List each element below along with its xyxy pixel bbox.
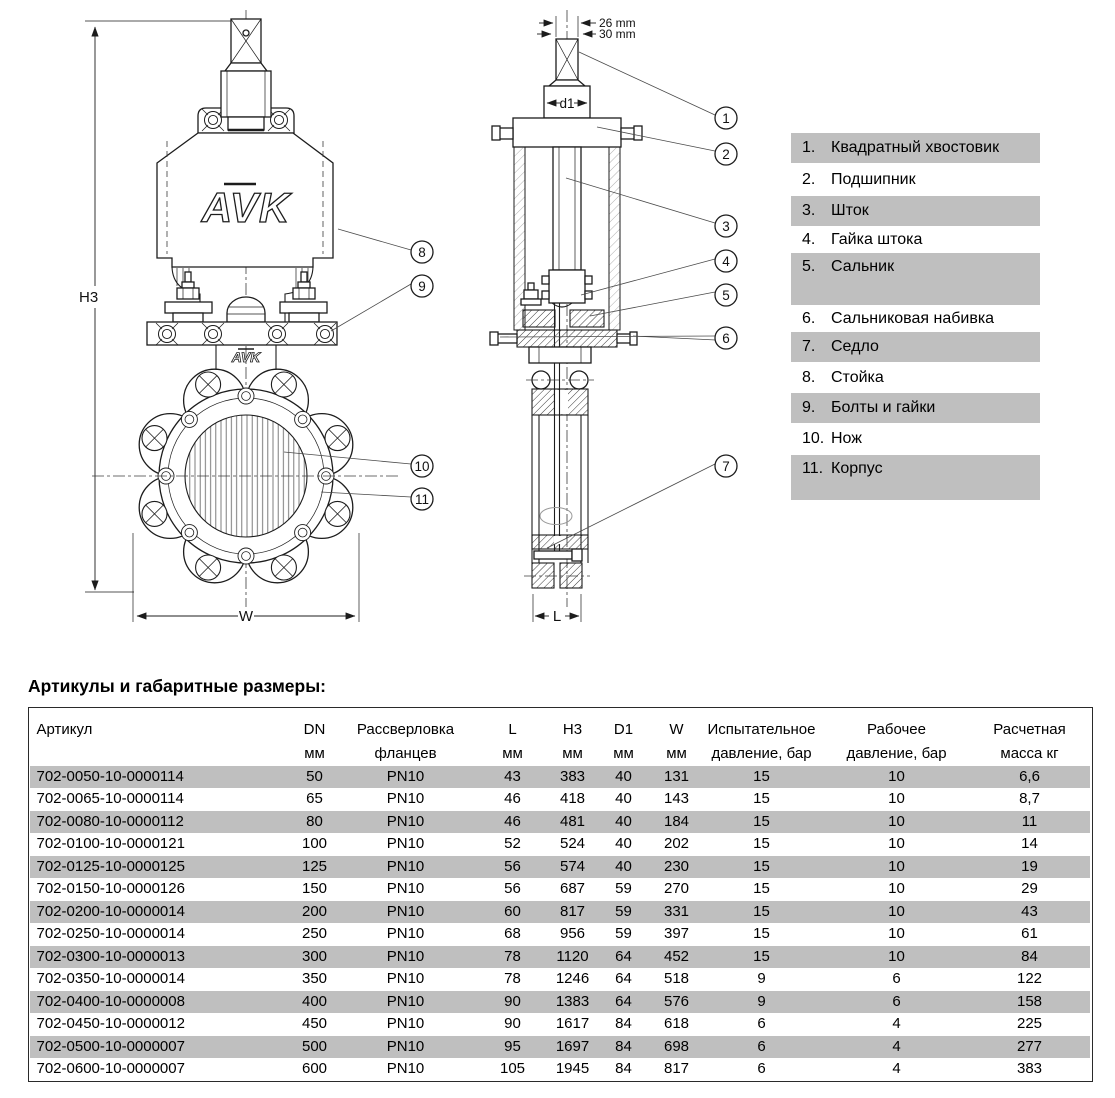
article-cell: 702-0450-10-0000012 — [36, 1015, 185, 1032]
parts-list-item — [791, 253, 1040, 305]
value-cell: 9 — [757, 970, 766, 987]
column-header-line2: мм — [502, 744, 523, 762]
column-header-line2: мм — [613, 744, 634, 762]
parts-list-item — [791, 362, 1040, 393]
article-cell: 702-0500-10-0000007 — [36, 1037, 185, 1055]
part-number: 5. — [802, 258, 816, 275]
article-cell: 702-0050-10-0000114 — [36, 767, 184, 785]
callout-11: 11 — [414, 492, 430, 507]
callout-7: 7 — [722, 459, 730, 474]
value-cell: PN10 — [386, 947, 425, 965]
avk-logo-front: AVK — [201, 184, 291, 231]
value-cell: 15 — [753, 925, 770, 942]
dim-26mm: 26 mm — [599, 16, 636, 30]
part-label: Стойка — [831, 368, 884, 386]
table-row — [30, 946, 1090, 969]
w-label: W — [238, 608, 254, 625]
article-cell: 702-0300-10-0000013 — [36, 947, 185, 965]
column-header-line2: мм — [304, 744, 325, 762]
callout-2: 2 — [722, 147, 730, 162]
column-header-line2: масса кг — [1000, 744, 1059, 762]
value-cell: PN10 — [386, 835, 425, 852]
l-dimension — [533, 594, 581, 625]
value-cell: 50 — [306, 767, 323, 785]
part-label: Болты и гайки — [831, 399, 936, 416]
value-cell: PN10 — [386, 1037, 425, 1055]
dimensions-table-body — [30, 766, 1090, 1081]
column-header-line1: H3 — [562, 720, 583, 738]
value-cell: 46 — [504, 790, 521, 807]
article-cell: 702-0080-10-0000112 — [36, 812, 184, 830]
value-cell: 11 — [1021, 812, 1038, 830]
value-cell: 600 — [301, 1060, 328, 1077]
column-header — [654, 709, 700, 766]
value-cell: 250 — [301, 925, 328, 942]
value-cell: 1120 — [556, 947, 589, 965]
side-stem-nut — [542, 270, 592, 307]
value-cell: 10 — [888, 812, 905, 830]
value-cell: 40 — [615, 812, 632, 830]
value-cell: 698 — [663, 1037, 690, 1055]
front-square-shank — [225, 19, 267, 71]
value-cell: 131 — [663, 767, 690, 785]
value-cell: 383 — [1016, 1060, 1043, 1077]
parts-list-item — [791, 423, 1040, 455]
value-cell: 68 — [504, 925, 521, 942]
front-bonnet — [157, 133, 333, 267]
value-cell: 6 — [757, 1037, 766, 1055]
value-cell: 6,6 — [1019, 767, 1040, 785]
table-row — [30, 878, 1090, 901]
value-cell: 397 — [663, 925, 690, 942]
value-cell: 8,7 — [1019, 790, 1040, 807]
table-row — [30, 1058, 1090, 1081]
value-cell: 64 — [615, 970, 632, 987]
column-header — [552, 709, 594, 766]
callout-4: 4 — [722, 254, 730, 269]
callout-3: 3 — [722, 219, 730, 234]
column-header-line2: мм — [666, 744, 687, 762]
side-shank-dims — [537, 16, 636, 86]
parts-list-item — [791, 133, 1040, 163]
value-cell: 40 — [615, 767, 632, 785]
column-header — [30, 709, 292, 766]
column-header — [474, 709, 552, 766]
value-cell: 60 — [504, 902, 521, 920]
value-cell: 105 — [499, 1060, 526, 1077]
value-cell: 9 — [757, 992, 766, 1010]
value-cell: 90 — [504, 1015, 521, 1032]
value-cell: 6 — [892, 992, 901, 1010]
value-cell: 43 — [504, 767, 521, 785]
value-cell: 4 — [892, 1015, 901, 1032]
article-cell: 702-0400-10-0000008 — [36, 992, 185, 1010]
article-cell: 702-0100-10-0000121 — [36, 835, 185, 852]
parts-list-item — [791, 332, 1040, 362]
table-row — [30, 991, 1090, 1014]
value-cell: 15 — [753, 880, 770, 897]
value-cell: 15 — [753, 857, 770, 875]
callout-1: 1 — [722, 111, 730, 126]
parts-list-item — [791, 455, 1040, 500]
part-number: 8. — [802, 368, 816, 386]
column-header-line1: W — [669, 720, 684, 738]
value-cell: PN10 — [386, 925, 425, 942]
column-header — [338, 709, 474, 766]
value-cell: PN10 — [386, 790, 425, 807]
l-label: L — [552, 608, 562, 625]
value-cell: 95 — [504, 1037, 521, 1055]
parts-list-item — [791, 196, 1040, 226]
value-cell: 1383 — [555, 992, 590, 1010]
part-label: Сальниковая набивка — [831, 309, 995, 327]
value-cell: PN10 — [386, 857, 425, 875]
part-number: 6. — [802, 309, 816, 327]
value-cell: 80 — [306, 812, 323, 830]
column-header-line2: фланцев — [374, 744, 437, 762]
value-cell: 150 — [301, 880, 328, 897]
value-cell: 40 — [615, 857, 632, 875]
value-cell: PN10 — [386, 767, 425, 785]
value-cell: 576 — [663, 992, 690, 1010]
parts-list-item — [791, 163, 1040, 196]
value-cell: 14 — [1021, 835, 1038, 852]
value-cell: 10 — [888, 835, 905, 852]
part-label: Седло — [831, 338, 879, 355]
value-cell: 687 — [559, 880, 586, 897]
value-cell: 10 — [888, 902, 905, 920]
column-header-line1: Рабочее — [867, 720, 926, 738]
article-cell: 702-0065-10-0000114 — [36, 790, 184, 807]
article-cell: 702-0350-10-0000014 — [36, 970, 185, 987]
value-cell: 10 — [888, 925, 905, 942]
value-cell: 350 — [301, 970, 328, 987]
value-cell: 59 — [615, 925, 632, 942]
value-cell: 6 — [757, 1015, 766, 1032]
part-label: Нож — [831, 430, 862, 447]
parts-list — [791, 133, 1040, 500]
value-cell: PN10 — [386, 812, 425, 830]
table-title: Артикулы и габаритные размеры: — [28, 676, 326, 696]
value-cell: PN10 — [386, 1015, 425, 1032]
part-number: 10. — [802, 430, 825, 447]
value-cell: 90 — [504, 992, 521, 1010]
value-cell: 6 — [892, 970, 901, 987]
dimensions-table — [30, 709, 1090, 1081]
front-gland-plate — [147, 322, 337, 345]
value-cell: 277 — [1016, 1037, 1043, 1055]
value-cell: 1617 — [555, 1015, 590, 1032]
value-cell: 59 — [615, 902, 632, 920]
value-cell: 19 — [1021, 857, 1038, 875]
value-cell: 15 — [753, 947, 770, 965]
value-cell: 817 — [559, 902, 586, 920]
value-cell: 10 — [888, 857, 905, 875]
part-number: 9. — [802, 399, 816, 416]
side-bearing-plate — [492, 118, 642, 147]
front-flange — [92, 369, 400, 583]
value-cell: 574 — [559, 857, 586, 875]
side-body-flange — [490, 330, 637, 347]
dim-30mm: 30 mm — [599, 27, 636, 41]
value-cell: 15 — [753, 790, 770, 807]
h3-label: H3 — [79, 289, 99, 306]
value-cell: 4 — [892, 1060, 901, 1077]
part-label: Гайка штока — [831, 230, 923, 248]
value-cell: 40 — [615, 790, 632, 807]
article-cell: 702-0250-10-0000014 — [36, 925, 185, 942]
callout-10: 10 — [414, 459, 430, 474]
value-cell: 125 — [301, 857, 328, 875]
dimensions-table-head — [30, 709, 1090, 766]
value-cell: 56 — [504, 880, 521, 897]
side-stem-collar — [544, 86, 590, 118]
value-cell: 10 — [888, 790, 905, 807]
value-cell: 84 — [1021, 947, 1038, 965]
value-cell: 618 — [663, 1015, 690, 1032]
value-cell: PN10 — [386, 902, 425, 920]
value-cell: 184 — [663, 812, 690, 830]
value-cell: 40 — [615, 835, 632, 852]
part-number: 1. — [802, 139, 816, 156]
column-header — [292, 709, 338, 766]
value-cell: 524 — [559, 835, 586, 852]
column-header-line1: D1 — [613, 720, 634, 738]
column-header-line2: мм — [562, 744, 583, 762]
value-cell: 500 — [301, 1037, 328, 1055]
part-number: 7. — [802, 338, 816, 355]
table-row — [30, 788, 1090, 811]
table-row — [30, 1036, 1090, 1059]
part-label: Шток — [831, 202, 869, 219]
parts-list-item — [791, 305, 1040, 332]
value-cell: 383 — [559, 767, 586, 785]
side-stuffing-box — [523, 310, 604, 327]
part-label: Квадратный хвостовик — [831, 139, 1000, 156]
value-cell: 78 — [504, 970, 521, 987]
article-cell: 702-0125-10-0000125 — [36, 857, 185, 875]
value-cell: 817 — [663, 1060, 690, 1077]
value-cell: 143 — [663, 790, 690, 807]
value-cell: 1697 — [555, 1037, 590, 1055]
value-cell: 6 — [757, 1060, 766, 1077]
value-cell: 15 — [753, 902, 770, 920]
value-cell: 10 — [888, 947, 905, 965]
table-row — [30, 901, 1090, 924]
value-cell: 15 — [753, 767, 770, 785]
valve-technical-drawing — [0, 0, 790, 660]
d1-label: d1 — [559, 96, 575, 111]
value-cell: 202 — [663, 835, 690, 852]
part-number: 2. — [802, 170, 816, 188]
column-header-line1: Расчетная — [993, 720, 1066, 738]
value-cell: 61 — [1021, 925, 1038, 942]
column-header-line1: Артикул — [36, 720, 93, 738]
value-cell: 956 — [559, 925, 586, 942]
value-cell: 230 — [663, 857, 690, 875]
column-header-line1: Рассверловка — [356, 720, 455, 738]
side-view — [490, 10, 737, 625]
article-cell: 702-0200-10-0000014 — [36, 902, 185, 920]
side-yoke-leg-right — [609, 147, 620, 330]
value-cell: 225 — [1016, 1015, 1043, 1032]
value-cell: 52 — [504, 835, 521, 852]
part-number: 4. — [802, 230, 816, 248]
value-cell: 65 — [306, 790, 323, 807]
column-header-line1: L — [508, 720, 517, 738]
value-cell: 122 — [1016, 970, 1043, 987]
value-cell: 200 — [301, 902, 328, 920]
front-bearing — [198, 71, 294, 133]
value-cell: 84 — [615, 1037, 632, 1055]
value-cell: 100 — [301, 835, 328, 852]
value-cell: 518 — [663, 970, 690, 987]
callout-6: 6 — [722, 331, 730, 346]
value-cell: PN10 — [386, 970, 425, 987]
value-cell: 29 — [1021, 880, 1038, 897]
value-cell: 43 — [1021, 902, 1038, 920]
value-cell: PN10 — [386, 992, 425, 1010]
table-row — [30, 1013, 1090, 1036]
value-cell: 400 — [301, 992, 328, 1010]
value-cell: 10 — [888, 880, 905, 897]
value-cell: 46 — [504, 812, 521, 830]
value-cell: 10 — [888, 767, 905, 785]
part-label: Корпус — [831, 460, 883, 477]
column-header — [824, 709, 970, 766]
value-cell: 331 — [663, 902, 690, 920]
table-row — [30, 968, 1090, 991]
value-cell: 4 — [892, 1037, 901, 1055]
part-label: Сальник — [831, 258, 895, 275]
callout-9: 9 — [418, 279, 426, 294]
part-label: Подшипник — [831, 170, 916, 188]
column-header-line2: давление, бар — [846, 744, 947, 762]
value-cell: PN10 — [386, 880, 425, 897]
value-cell: 270 — [663, 880, 690, 897]
table-row — [30, 923, 1090, 946]
value-cell: 450 — [301, 1015, 328, 1032]
article-cell: 702-0150-10-0000126 — [36, 880, 185, 897]
value-cell: 56 — [504, 857, 521, 875]
table-row — [30, 811, 1090, 834]
value-cell: 300 — [301, 947, 328, 965]
value-cell: 84 — [615, 1060, 632, 1077]
table-row — [30, 856, 1090, 879]
article-cell: 702-0600-10-0000007 — [36, 1060, 185, 1077]
value-cell: 158 — [1016, 992, 1043, 1010]
callout-8: 8 — [418, 245, 426, 260]
value-cell: 78 — [504, 947, 521, 965]
value-cell: 418 — [559, 790, 586, 807]
value-cell: 481 — [559, 812, 586, 830]
part-number: 3. — [802, 202, 816, 219]
front-view — [79, 10, 433, 625]
value-cell: 15 — [753, 835, 770, 852]
value-cell: 452 — [663, 947, 690, 965]
column-header-line2: давление, бар — [711, 744, 812, 762]
callout-5: 5 — [722, 288, 730, 303]
value-cell: 64 — [615, 992, 632, 1010]
value-cell: 64 — [615, 947, 632, 965]
value-cell: 1945 — [555, 1060, 590, 1077]
column-header-line1: Испытательное — [707, 720, 816, 738]
value-cell: 1246 — [555, 970, 590, 987]
value-cell: 84 — [615, 1015, 632, 1032]
side-upper-body — [532, 389, 588, 415]
value-cell: 15 — [753, 812, 770, 830]
column-header — [970, 709, 1090, 766]
value-cell: PN10 — [386, 1060, 425, 1077]
avk-logo-small: AVK — [231, 349, 261, 365]
part-number: 11. — [802, 460, 824, 477]
table-row — [30, 766, 1090, 789]
parts-list-item — [791, 226, 1040, 253]
table-row — [30, 833, 1090, 856]
side-stem — [553, 147, 581, 270]
column-header-line1: DN — [303, 720, 326, 738]
column-header-line2 — [30, 742, 292, 766]
value-cell: 59 — [615, 880, 632, 897]
column-header — [594, 709, 654, 766]
column-header — [700, 709, 824, 766]
parts-list-item — [791, 393, 1040, 423]
